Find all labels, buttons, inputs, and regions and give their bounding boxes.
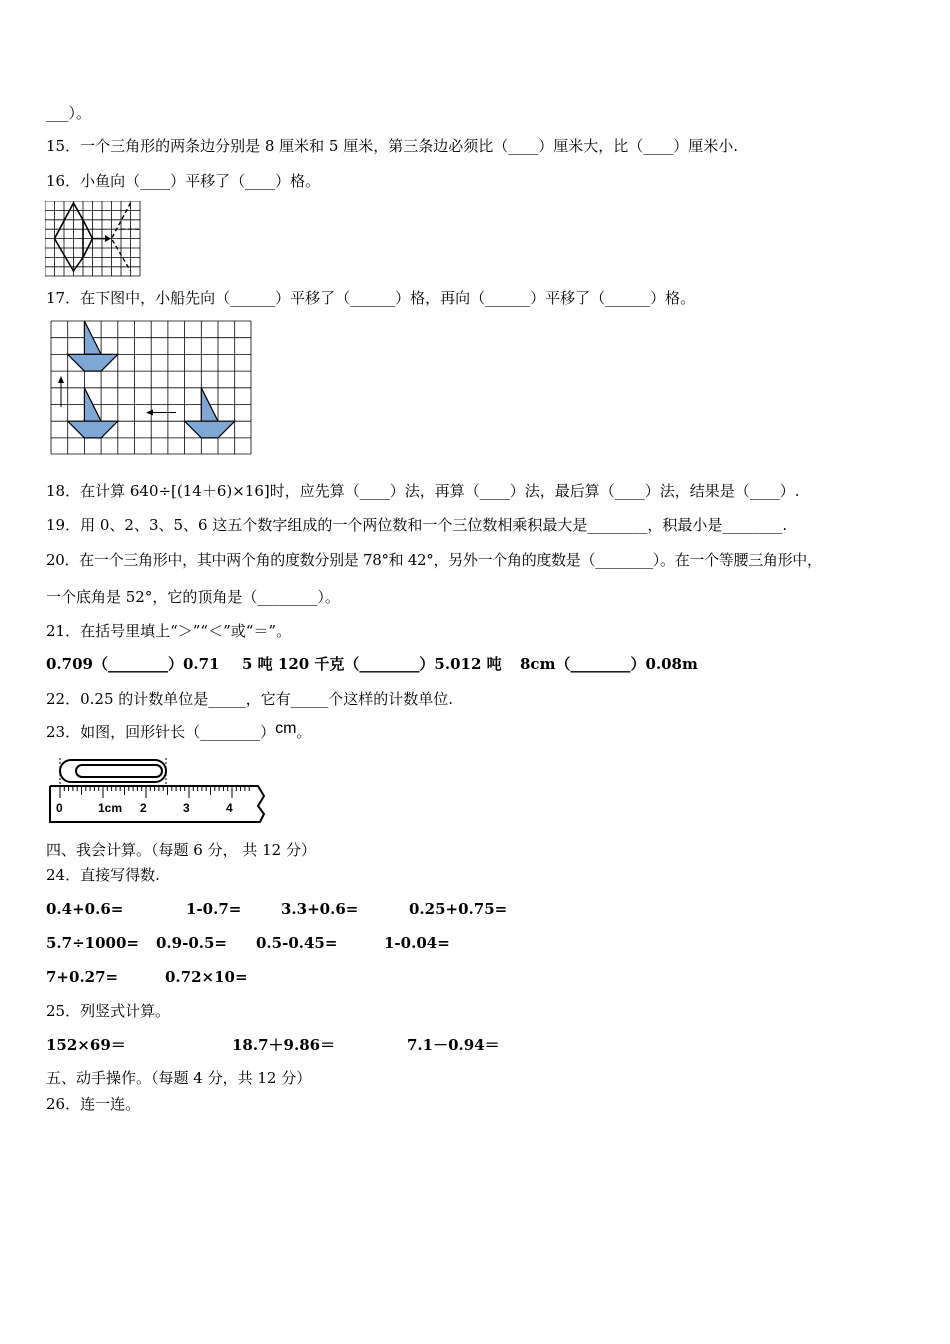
- q21-item-2: 5 吨 120 千克（________）5.012 吨: [242, 655, 502, 673]
- calc-item: 7+0.27=: [46, 968, 119, 986]
- question-17: 17．在下图中，小船先向（______）平移了（______）格，再向（______）平移了（______）格。: [46, 289, 696, 307]
- question-26: 26．连一连。: [46, 1095, 141, 1113]
- calc-item: 0.25+0.75=: [409, 900, 508, 918]
- ruler-label-1cm: 1cm: [98, 801, 123, 815]
- calc-item: 0.72×10=: [165, 968, 248, 986]
- section-5-heading: 五、动手操作。（每题 4 分，共 12 分）: [46, 1069, 312, 1087]
- question-24: 24．直接写得数.: [46, 866, 160, 884]
- vertical-calc-item: 7.1－0.94＝: [407, 1036, 500, 1054]
- paperclip-ruler-figure: [48, 756, 270, 824]
- calc-item: 0.4+0.6=: [46, 900, 124, 918]
- question-21: 21．在括号里填上“＞”“＜”或“＝”。: [46, 622, 292, 640]
- ruler-label-4: 4: [226, 801, 233, 815]
- question-15: 15．一个三角形的两条边分别是 8 厘米和 5 厘米，第三条边必须比（____）厘米大，比（____）厘米小.: [46, 137, 739, 155]
- calc-item: 5.7÷1000=: [46, 934, 139, 952]
- q14-tail: ___）。: [46, 104, 92, 122]
- calc-item: 1-0.7=: [186, 900, 242, 918]
- ruler-label-3: 3: [183, 801, 190, 815]
- question-16: 16．小鱼向（____）平移了（____）格。: [46, 172, 321, 190]
- section-4-heading: 四、我会计算。（每题 6 分， 共 12 分）: [46, 841, 316, 859]
- ruler-label-2: 2: [140, 801, 147, 815]
- calc-item: 3.3+0.6=: [281, 900, 359, 918]
- question-18: 18．在计算 640÷[(14＋6)×16]时，应先算（____）法，再算（____）法，最后算（____）法，结果是（____）.: [46, 482, 800, 500]
- calc-item: 0.9-0.5=: [156, 934, 227, 952]
- q21-item-1: 0.709（________）0.71: [46, 655, 220, 673]
- vertical-calc-item: 152×69＝: [46, 1036, 126, 1054]
- question-20-line1: 20．在一个三角形中，其中两个角的度数分别是 78°和 42°，另外一个角的度数是（________）。在一个等腰三角形中，: [46, 551, 822, 569]
- question-19: 19．用 0、2、3、5、6 这五个数字组成的一个两位数和一个三位数相乘积最大是________，积最小是________.: [46, 516, 788, 534]
- fish-grid-figure: [45, 201, 141, 277]
- calc-item: 1-0.04=: [384, 934, 450, 952]
- question-22: 22．0.25 的计数单位是_____，它有_____个这样的计数单位.: [46, 690, 454, 708]
- question-25: 25．列竖式计算。: [46, 1002, 171, 1020]
- question-23-end: 。: [296, 723, 312, 741]
- boat-grid-figure: [50, 319, 253, 456]
- calc-item: 0.5-0.45=: [256, 934, 338, 952]
- question-23-text: 23．如图，回形针长（________）: [46, 723, 276, 741]
- vertical-calc-item: 18.7＋9.86＝: [232, 1036, 336, 1054]
- ruler-label-0: 0: [56, 801, 63, 815]
- question-20-line2: 一个底角是 52°，它的顶角是（________）。: [46, 588, 340, 606]
- q21-item-3: 8cm（________）0.08m: [520, 655, 698, 673]
- question-23-unit: cm: [275, 720, 297, 737]
- question-23: [46, 722, 311, 743]
